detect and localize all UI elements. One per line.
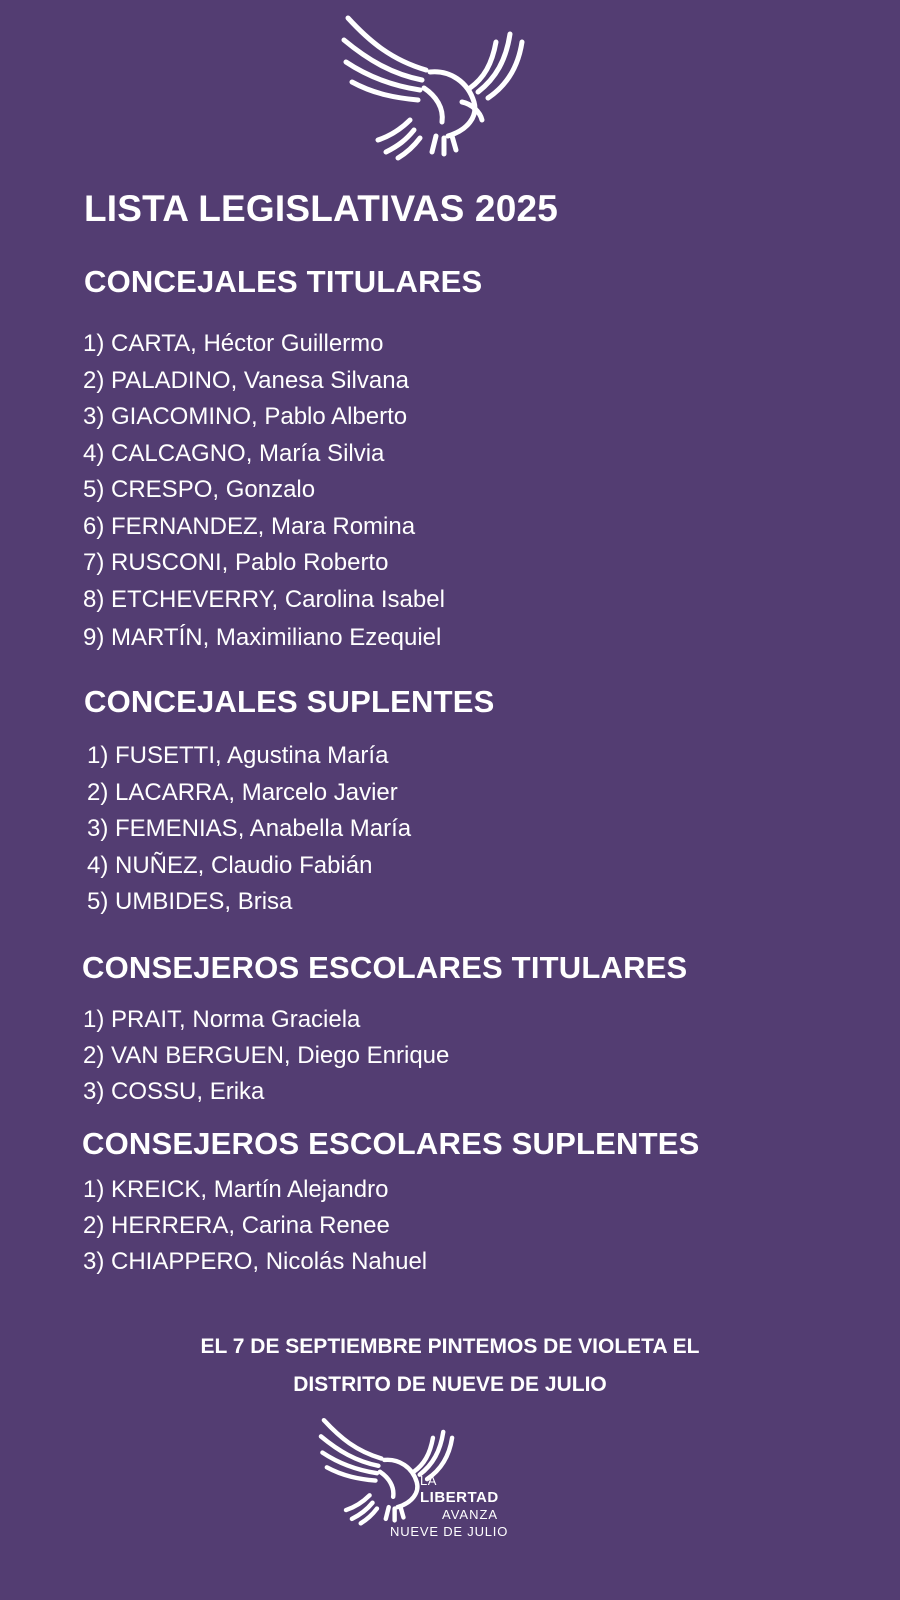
brand-libertad: LIBERTAD [420,1489,499,1506]
section-title-consejeros-titulares: CONSEJEROS ESCOLARES TITULARES [82,950,688,985]
list-item: 1) CARTA, Héctor Guillermo [83,330,384,357]
page-title: LISTA LEGISLATIVAS 2025 [84,188,559,229]
list-item: 2) VAN BERGUEN, Diego Enrique [83,1042,450,1069]
list-item: 3) GIACOMINO, Pablo Alberto [83,403,408,430]
list-item: 5) UMBIDES, Brisa [87,888,293,915]
slogan [0,1328,900,1404]
list-item: 9) MARTÍN, Maximiliano Ezequiel [83,624,442,651]
section-title-concejales-titulares: CONCEJALES TITULARES [84,264,483,299]
list-item: 8) ETCHEVERRY, Carolina Isabel [83,585,445,613]
brand-wordmark [390,1472,509,1540]
list-item: 4) CALCAGNO, María Silvia [83,439,385,467]
list-item: 1) KREICK, Martín Alejandro [83,1176,389,1203]
list-item: 1) PRAIT, Norma Graciela [83,1006,361,1033]
list-item: 2) HERRERA, Carina Renee [83,1212,390,1239]
list-concejales-titulares [83,326,445,657]
list-item: 2) LACARRA, Marcelo Javier [87,778,398,806]
list-concejales-suplentes [83,738,411,921]
brand-avanza: AVANZA [442,1507,499,1522]
list-item: 5) CRESPO, Gonzalo [83,476,316,503]
list-consejeros-suplentes [83,1172,427,1280]
section-title-concejales-suplentes: CONCEJALES SUPLENTES [84,684,495,719]
slogan-line: DISTRITO DE NUEVE DE JULIO [293,1373,607,1396]
list-consejeros-titulares [83,1002,449,1110]
section-title-consejeros-suplentes: CONSEJEROS ESCOLARES SUPLENTES [82,1126,700,1161]
list-item: 1) FUSETTI, Agustina María [87,742,389,769]
brand-city: NUEVE DE JULIO [390,1524,509,1539]
list-item: 2) PALADINO, Vanesa Silvana [83,366,409,394]
list-item: 7) RUSCONI, Pablo Roberto [83,549,389,576]
footer-logo [318,1412,568,1542]
list-item: 4) NUÑEZ, Claudio Fabián [87,851,373,879]
slogan-line: EL 7 DE SEPTIEMBRE PINTEMOS DE VIOLETA EL [200,1335,700,1358]
list-item: 3) COSSU, Erika [83,1078,265,1105]
list-item: 3) FEMENIAS, Anabella María [87,815,412,842]
eagle-logo-icon [340,12,530,162]
list-item: 6) FERNANDEZ, Mara Romina [83,512,416,540]
brand-la: LA [420,1473,437,1488]
list-item: 3) CHIAPPERO, Nicolás Nahuel [83,1248,428,1275]
